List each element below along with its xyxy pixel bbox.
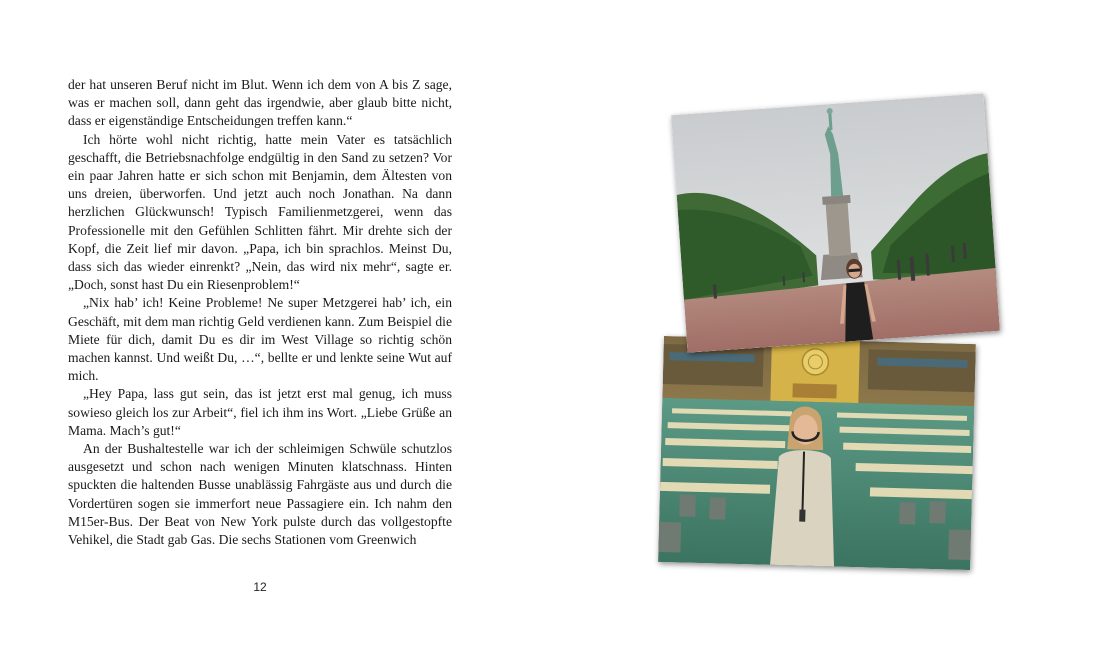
paragraph: Ich hörte wohl nicht richtig, hatte mein Vater es tatsächlich geschafft, die Betriebsnachfolge endgültig in den Sand zu setzen? Vor ein paar Jahren hatte er sich schon mit Benjamin, dem Ältesten von uns dreien, überworfen. Und jetzt auch noch Jonathan. Na dann herzlichen Glückwunsch! Typisch Familienmetzgerei, wenn das Professionelle mit den Gefühlen Schlitten fährt. Mir drehte sich der Kopf, die Zeit lief mir davon. „Papa, ich bin sprachlos. Meinst Du, dass sich das wieder einrenkt? „Nein, das wird nix mehr“, sagte er. „Doch, sonst hast Du ein Riesenproblem!“ [68, 131, 452, 293]
paragraph: An der Bushaltestelle war ich der schleimigen Schwüle schutzlos ausgesetzt und schon nach wenigen Minuten klatschnass. Hinten spuckten die haltenden Busse unablässig Fahrgäste aus und durch die Vordertüren sogen sie immerfort neue Passagiere ein. Ich nahm den M15er-Bus. Der Beat von New York pulste durch das vollgestopfte Vehikel, die Stadt gab Gas. Die sechs Stationen vom Greenwich [68, 441, 452, 548]
page-number: 12 [253, 580, 267, 594]
body-text [68, 76, 452, 549]
paragraph: „Nix hab’ ich! Keine Probleme! Ne super Metzgerei hab’ ich, ein Geschäft, mit dem man richtig Geld verdienen kann. Zum Beispiel die Miete für dich, damit Du es dir im West Village so richtig schön machen kannst. Und weißt Du, …“, bellte er und lenkte seine Wut auf mich. [68, 295, 452, 384]
statue-of-liberty-photo [671, 93, 1000, 352]
un-assembly-hall-photo [658, 336, 976, 570]
paragraph: der hat unseren Beruf nicht im Blut. Wenn ich dem von A bis Z sage, was er machen soll, dann geht das irgendwie, aber glaub bitte nicht, dass er eigenständige Entscheidungen treffen kann.“ [68, 77, 452, 129]
paragraph: „Hey Papa, lass gut sein, das ist jetzt erst mal genug, ich muss sowieso gleich los zur Arbeit“, fiel ich ihm ins Wort. „Liebe Grüße an Mama. Mach’s gut!“ [68, 386, 452, 438]
